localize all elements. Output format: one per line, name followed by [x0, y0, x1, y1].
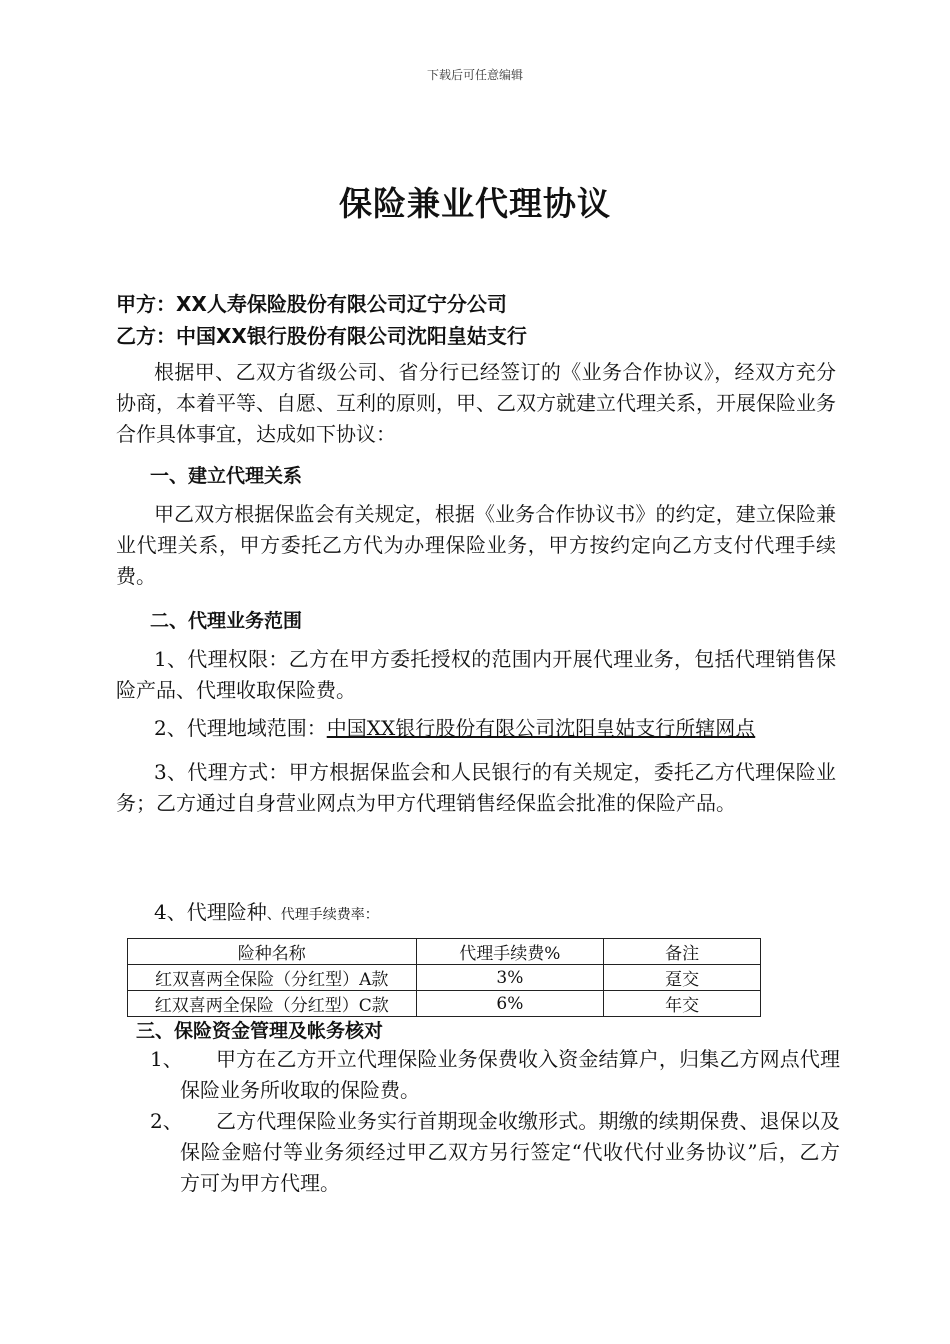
table-header-cell: 备注: [604, 939, 761, 965]
party-b: 乙方：中国XX银行股份有限公司沈阳皇姑支行: [116, 324, 527, 348]
commission-rate-table: [127, 938, 761, 1017]
header-note: 下载后可任意编辑: [426, 68, 523, 82]
item-text: 乙方代理保险业务实行首期现金收缴形式。期缴的续期保费、退保以及保险金赔付等业务须经过甲乙双方另行签定“代收代付业务协议”后，乙方方可为甲方代理。: [180, 1109, 840, 1195]
section-3-item: [150, 1044, 840, 1106]
table-header-cell: 代理手续费%: [416, 939, 604, 965]
section-2-item-1: 1、代理权限：乙方在甲方委托授权的范围内开展代理业务，包括代理销售保险产品、代理收取保险费。: [116, 647, 836, 702]
item-4-label: 4、代理险种: [154, 900, 267, 924]
table-row: [128, 991, 761, 1017]
section-3-heading: 三、保险资金管理及帐务核对: [136, 1020, 384, 1042]
table-cell: 6%: [416, 991, 604, 1017]
table-cell: 趸交: [604, 965, 761, 991]
table-cell: 红双喜两全保险（分红型）C款: [128, 991, 417, 1017]
item-2-region: 中国XX银行股份有限公司沈阳皇姑支行所辖网点: [326, 716, 756, 740]
section-2-item-4: [116, 897, 836, 931]
table-cell: 年交: [604, 991, 761, 1017]
table-header-row: [128, 939, 761, 965]
section-2-heading: 二、代理业务范围: [150, 610, 303, 632]
item-2-label: 2、代理地域范围：: [154, 716, 327, 740]
section-1-heading: 一、建立代理关系: [150, 465, 303, 487]
section-2-item-2: [116, 713, 836, 744]
section-1-body: 甲乙双方根据保监会有关规定，根据《业务合作协议书》的约定，建立保险兼业代理关系，甲方委托乙方代为办理保险业务，甲方按约定向乙方支付代理手续费。: [116, 502, 836, 588]
table-header-cell: 险种名称: [128, 939, 417, 965]
intro-paragraph: 根据甲、乙双方省级公司、省分行已经签订的《业务合作协议》，经双方充分协商，本着平等、自愿、互利的原则，甲、乙双方就建立代理关系，开展保险业务合作具体事宜，达成如下协议：: [116, 360, 836, 446]
document-title: 保险兼业代理协议: [339, 184, 611, 223]
item-4-sublabel: 、代理手续费率：: [266, 907, 379, 923]
table-cell: 红双喜两全保险（分红型）A款: [128, 965, 417, 991]
item-text: 甲方在乙方开立代理保险业务保费收入资金结算户，归集乙方网点代理保险业务所收取的保险费。: [180, 1047, 840, 1102]
table-cell: 3%: [416, 965, 604, 991]
item-number: 2、: [150, 1109, 183, 1133]
section-3-item: [150, 1106, 840, 1199]
table-row: [128, 965, 761, 991]
party-a: 甲方：XX人寿保险股份有限公司辽宁分公司: [116, 292, 507, 316]
item-number: 1、: [150, 1047, 183, 1071]
section-2-item-3: 3、代理方式：甲方根据保监会和人民银行的有关规定，委托乙方代理保险业务；乙方通过自身营业网点为甲方代理销售经保监会批准的保险产品。: [116, 760, 836, 815]
